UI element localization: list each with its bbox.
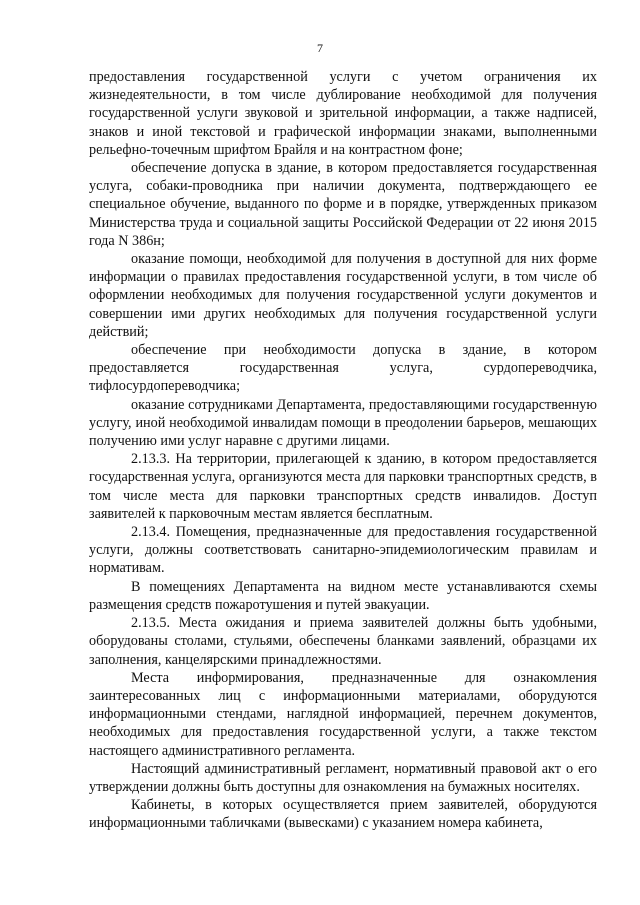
paragraph-regulation-availability: Настоящий административный регламент, нормативный правовой акт о его утверждении должны быть доступны для ознакомления на бумажных носителях. — [89, 760, 597, 795]
paragraph-evacuation-schemes: В помещениях Департамента на видном месте устанавливаются схемы размещения средств пожаротушения и путей эвакуации. — [89, 578, 597, 613]
paragraph-office-signs: Кабинеты, в которых осуществляется прием заявителей, оборудуются информационными табличками (вывесками) с указанием номера кабинета, — [89, 797, 597, 832]
paragraph-guide-dog-access: обеспечение допуска в здание, в котором предоставляется государственная услуга, собаки-проводника при наличии документа, подтверждающего ее специальное обучение, выданного по форме и в порядке, утвержденных приказом Министерства труда и социальной защиты Российской Федерации от 22 июня 2015 года N 386н; — [89, 160, 597, 249]
paragraph-information-assistance: оказание помощи, необходимой для получения в доступной для них форме информации о правилах предоставления государственной услуги, в том числе об оформлении необходимых для получения государственной услуги документов и совершении ими других необходимых для получения государственной услуги действий; — [89, 251, 597, 340]
paragraph-2-13-5-waiting-areas: 2.13.5. Места ожидания и приема заявителей должны быть удобными, оборудованы столами, стульями, обеспечены бланками заявлений, образцами их заполнения, канцелярскими принадлежностями. — [89, 615, 597, 668]
document-body — [89, 68, 597, 833]
paragraph-continuation: предоставления государственной услуги с учетом ограничения их жизнедеятельности, в том числе дублирование необходимой для получения государственной услуги звуковой и зрительной информации, а также надписей, знаков и иной текстовой и графической информации знаками, выполненными рельефно-точечным шрифтом Брайля и на контрастном фоне; — [89, 69, 597, 158]
paragraph-interpreter-access: обеспечение при необходимости допуска в здание, в котором предоставляется государственная услуга, сурдопереводчика, тифлосурдопереводчика; — [89, 342, 597, 395]
page-number: 7 — [317, 41, 323, 55]
paragraph-staff-assistance: оказание сотрудниками Департамента, предоставляющими государственную услугу, иной необходимой инвалидам помощи в преодолении барьеров, мешающих получению ими услуг наравне с другими лицами. — [89, 396, 597, 450]
paragraph-2-13-4-premises: 2.13.4. Помещения, предназначенные для предоставления государственной услуги, должны соответствовать санитарно-эпидемиологическим правилам и нормативам. — [89, 524, 597, 577]
paragraph-2-13-3-parking: 2.13.3. На территории, прилегающей к зданию, в котором предоставляется государственная услуга, организуются места для парковки транспортных средств, в том числе места для парковки транспортных средств инвалидов. Доступ заявителей к парковочным местам является бесплатным. — [89, 451, 597, 522]
paragraph-information-places: Места информирования, предназначенные для ознакомления заинтересованных лиц с информационными материалами, оборудуются информационными стендами, наглядной информацией, перечнем документов, необходимых для предоставления государственной услуги, а также текстом настоящего административного регламента. — [89, 669, 597, 759]
